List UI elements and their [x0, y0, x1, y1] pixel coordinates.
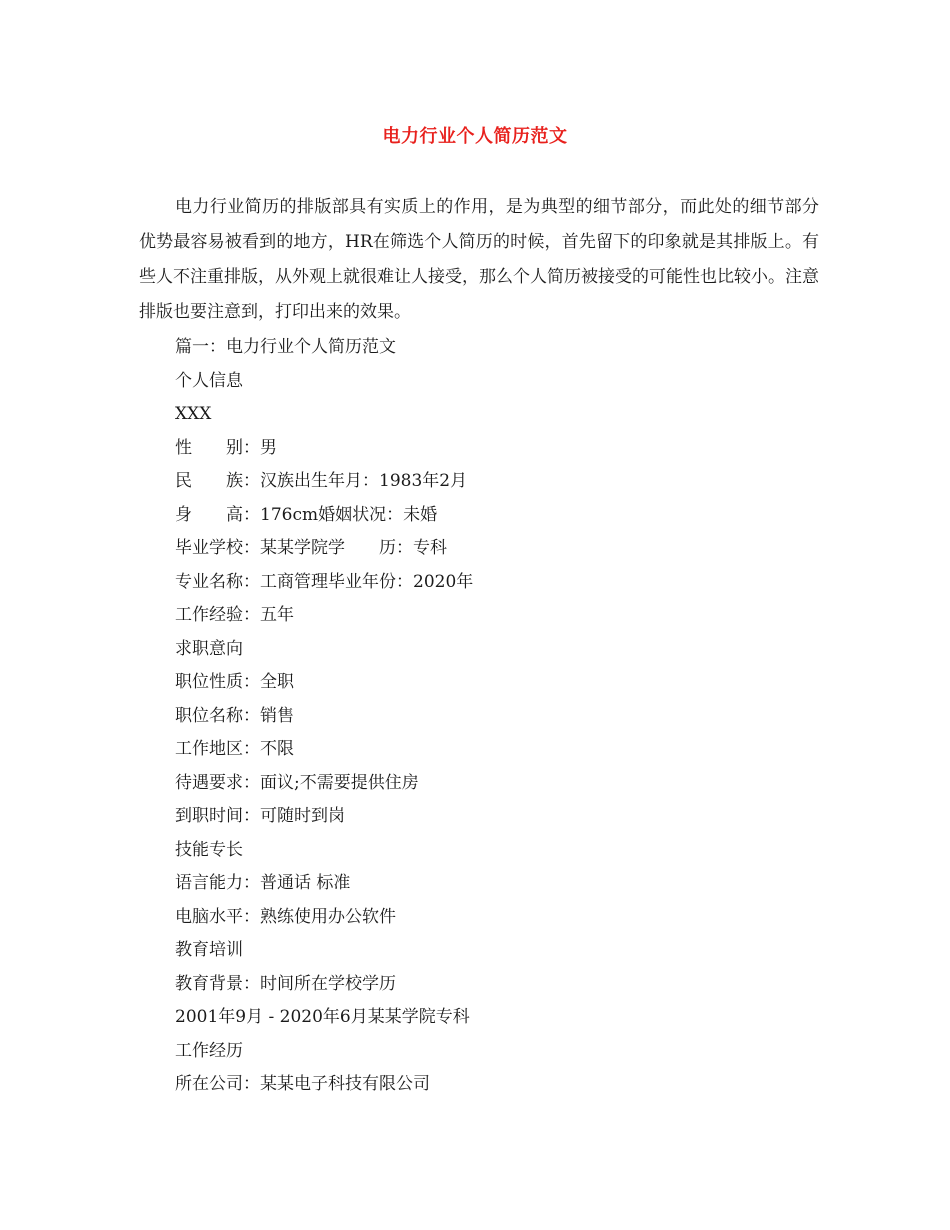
document-title: 电力行业个人简历范文 — [382, 126, 568, 147]
resume-name: XXX — [175, 404, 212, 424]
field-school-degree: 毕业学校：某某学院学 历：专科 — [175, 538, 447, 558]
field-work-area: 工作地区：不限 — [175, 739, 294, 759]
section-heading-job-intention: 求职意向 — [175, 638, 243, 659]
field-company: 所在公司：某某电子科技有限公司 — [175, 1074, 430, 1094]
section-heading-work-history: 工作经历 — [175, 1040, 243, 1061]
field-salary: 待遇要求：面议;不需要提供住房 — [175, 772, 419, 793]
field-job-title: 职位名称：销售 — [175, 705, 294, 726]
field-education-background: 教育背景：时间所在学校学历 — [175, 973, 396, 994]
field-computer: 电脑水平：熟练使用办公软件 — [175, 906, 396, 927]
intro-paragraph: 电力行业简历的排版部具有实质上的作用，是为典型的细节部分，而此处的细节部分优势最容易被看到的地方，HR在筛选个人简历的时候，首先留下的印象就是其排版上。有些人不注重排版，从外观上就很难让人接受，那么个人简历被接受的可能性也比较小。注意排版也要注意到，打印出来的效果。 — [139, 197, 819, 322]
section-heading-skills: 技能专长 — [175, 839, 243, 860]
field-experience: 工作经验：五年 — [175, 605, 294, 625]
section-heading-personal-info: 个人信息 — [175, 370, 243, 391]
field-ethnicity-birth: 民 族：汉族出生年月：1983年2月 — [175, 471, 468, 491]
field-education-entry: 2001年9月 - 2020年6月某某学院专科 — [175, 1007, 470, 1027]
field-job-type: 职位性质：全职 — [175, 672, 294, 692]
field-height-marital: 身 高：176cm婚姻状况：未婚 — [175, 504, 438, 525]
field-gender: 性 别：男 — [175, 437, 277, 458]
resume-lines — [175, 331, 473, 1102]
field-start-time: 到职时间：可随时到岗 — [175, 806, 345, 826]
field-major-grad-year: 专业名称：工商管理毕业年份：2020年 — [175, 571, 474, 592]
section-heading-chapter-one: 篇一：电力行业个人简历范文 — [175, 337, 396, 357]
section-heading-education: 教育培训 — [175, 940, 243, 960]
field-language: 语言能力：普通话 标准 — [175, 873, 351, 893]
